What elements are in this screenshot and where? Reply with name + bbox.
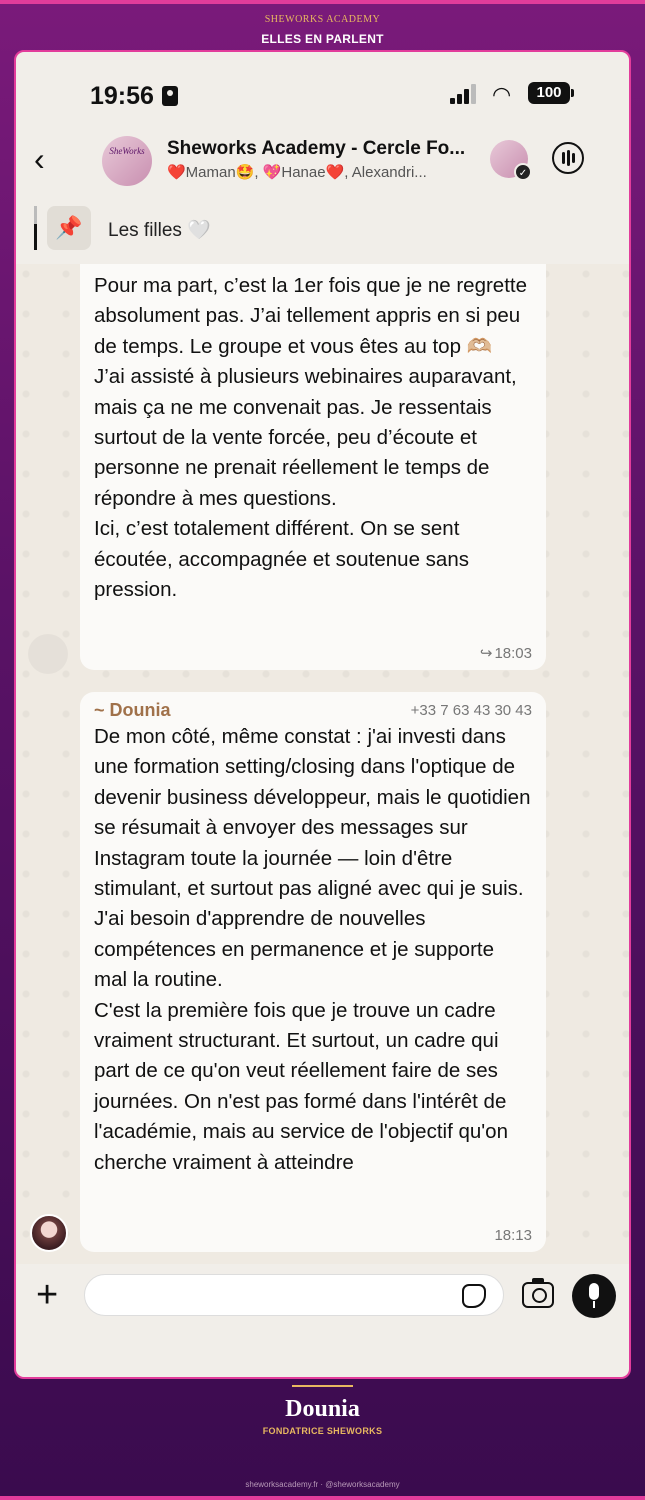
pinned-indicator xyxy=(34,206,37,250)
bottom-accent-line xyxy=(0,1496,645,1500)
chat-title[interactable]: Sheworks Academy - Cercle Fo... xyxy=(167,138,466,159)
sender-row xyxy=(94,692,532,722)
brand-subtitle: ELLES EN PARLENT xyxy=(261,32,384,46)
chevron-down-icon: ✓ xyxy=(514,163,532,181)
message-text: Pour ma part, c’est la 1er fois que je ne regrette absolument pas. J’ai tellement appris en si peu de temps. Le groupe et vous êtes au top 🫶🏼 J’ai assisté à plusieurs webinaires auparavant, mais ça ne me convenait pas. Je ressentais surtout de la vente forcée, peu d’écoute et personne ne prenait réellement le temps de répondre à mes questions. Ici, c’est totalement différent. On se sent écoutée, accompagnée et soutenue sans pression. xyxy=(94,274,528,602)
user-avatar[interactable] xyxy=(490,140,528,178)
sender-avatar[interactable] xyxy=(30,1214,68,1252)
group-avatar-label: SheWorks xyxy=(109,146,145,156)
plus-icon[interactable]: + xyxy=(36,1274,59,1316)
signal-icon xyxy=(450,84,480,104)
sender-name[interactable]: ~ Dounia xyxy=(94,700,171,720)
message-text: De mon côté, même constat : j'ai investi dans une formation setting/closing dans l'optique de devenir business développeur, mais le quotidien se résumait à envoyer des messages sur Instagram toute la journée — loin d'être stimulant, et surtout pas aligné avec qui je suis. J'ai besoin d'apprendre de nouvelles compétences en permanence et je supporte mal la routine. C'est la première fois que je trouve un cadre vraiment structurant. Et surtout, un cadre qui part de ce qu'on veut réellement faire de ses journées. On n'est pas formé dans l'intérêt de l'académie, mais au service de l'objectif qu'on cherche vraiment à atteindre xyxy=(94,725,531,1174)
avatar-placeholder xyxy=(28,634,68,674)
chat-header xyxy=(16,130,629,190)
message-bubble[interactable] xyxy=(80,692,546,1252)
message-input[interactable] xyxy=(84,1274,504,1316)
battery-level: 100 xyxy=(536,84,562,101)
back-chevron-icon[interactable]: ‹ xyxy=(34,141,45,177)
status-time: 19:56 xyxy=(90,82,154,110)
sender-phone: +33 7 63 43 30 43 xyxy=(410,702,532,719)
pinned-text: Les filles 🤍 xyxy=(108,220,211,241)
chat-members[interactable]: ❤️Maman🤩, 💖Hanae❤️, Alexandri... xyxy=(167,164,427,181)
id-badge-icon xyxy=(162,86,178,106)
voice-chat-icon[interactable] xyxy=(552,142,584,174)
microphone-icon[interactable] xyxy=(572,1274,616,1318)
battery-icon xyxy=(528,82,570,104)
message-time-value: 18:03 xyxy=(494,645,532,662)
wifi-icon: ◠ xyxy=(492,82,512,107)
group-avatar[interactable] xyxy=(102,136,152,186)
brand-name: SHEWORKS ACADEMY xyxy=(264,14,381,25)
pin-icon: 📌 xyxy=(47,206,91,250)
status-bar xyxy=(16,82,629,112)
divider xyxy=(292,1385,353,1387)
author-role: FONDATRICE SHEWORKS xyxy=(262,1426,383,1436)
message-time xyxy=(480,644,532,662)
message-time: 18:13 xyxy=(494,1227,532,1244)
message-bubble[interactable] xyxy=(80,264,546,670)
footer-links: sheworksacademy.fr · @sheworksacademy xyxy=(245,1480,400,1489)
phone-screenshot xyxy=(14,50,631,1379)
camera-icon[interactable] xyxy=(522,1282,554,1308)
testimonial-author: Dounia xyxy=(285,1396,360,1422)
forward-icon: ↪ xyxy=(479,645,493,662)
chat-area[interactable] xyxy=(16,264,629,1264)
pinned-message[interactable] xyxy=(16,204,629,254)
composer-bar xyxy=(16,1270,629,1330)
top-accent-line xyxy=(0,0,645,4)
